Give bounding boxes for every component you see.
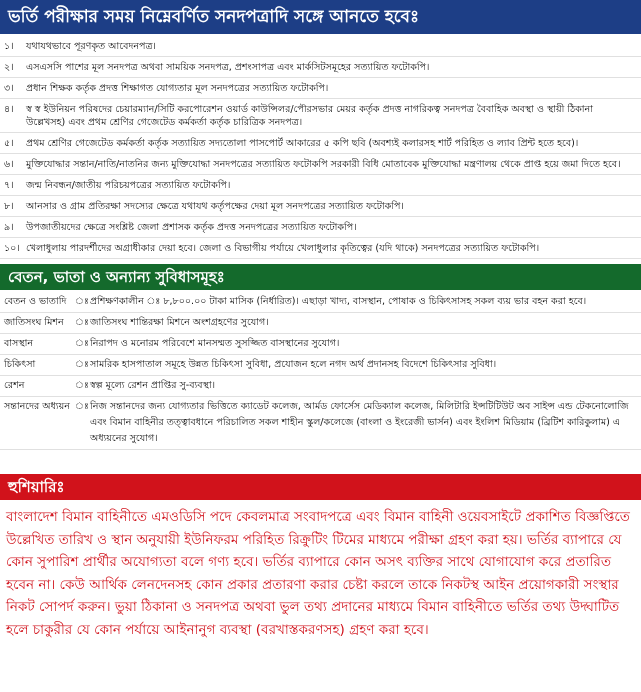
benefit-separator: ঃ xyxy=(75,380,89,391)
benefit-label: জাতিসংঘ মিশন xyxy=(4,317,64,328)
list-item xyxy=(0,154,641,175)
required-documents-header: ভর্তি পরীক্ষার সময় নিম্নেবর্ণিত সনদপত্রাদি সঙ্গে আনতে হবেঃ xyxy=(0,0,641,34)
benefit-row xyxy=(0,376,641,397)
benefit-value: সামরিক হাসপাতাল সমূহে উন্নত চিকিৎসা সুবিধা, প্রযোজন হলে নগদ অর্থ প্রদানসহ বিদেশে চিকিৎসার সুবিধা। xyxy=(90,359,497,370)
warning-text: বাংলাদেশ বিমান বাহিনীতে এমওডিসি পদে কেবলমাত্র সংবাদপত্রে এবং বিমান বাহিনী ওয়েবসাইটে প্রকাশিত বিজ্ঞপ্তিতে উল্লেখিত তারিখ ও স্থান অনুযায়ী ইউনিফরম পরিহিত রিক্রুটিং টিমের মাধ্যমে পরীক্ষা গ্রহণ করা হয়। ভর্তির ব্যাপারে যে কোন সুপারিশ প্রার্থীর অযোগ্যতা বলে গণ্য হবে। ভর্তির ব্যাপারে কোন অসৎ ব্যক্তির সাথে যোগাযোগ করে প্রতারিত হবেন না। কেউ আর্থিক লেনদেনসহ কোন প্রকার প্রতারণা করার চেষ্টা করলে তাকে নিকটস্থ আইন প্রয়োগকারী সংস্থার নিকট সোপর্দ করুন। ভুয়া ঠিকানা ও সনদপত্র অথবা ভুল তথ্য প্রদানের মাধ্যমে বিমান বাহিনীতে ভর্তির তথ্য উদ্ঘাটিত হলে চাকুরীর যে কোন পর্যায়ে আইনানুগ ব্যবস্থা (বরখাস্তকরণসহ) গ্রহণ করা হবে। xyxy=(6,509,630,638)
item-number: ১০। xyxy=(4,243,20,254)
benefit-separator: ঃ xyxy=(75,359,89,370)
benefit-label: বাসস্থান xyxy=(4,338,34,349)
list-item xyxy=(0,36,641,57)
benefit-row xyxy=(0,334,641,355)
item-number: ৩। xyxy=(4,83,14,94)
item-number: ৬। xyxy=(4,159,14,170)
item-text: প্রধান শিক্ষক কর্তৃক প্রদত্ত শিক্ষাগত যোগ্যতার মূল সনদপত্রের সত্যায়িত ফটোকপি। xyxy=(26,83,329,94)
item-text: যথাযথভাবে পূরণকৃত আবেদনপত্র। xyxy=(26,41,156,52)
item-number: ৫। xyxy=(4,138,14,149)
item-number: ৯। xyxy=(4,222,14,233)
item-text: আনসার ও গ্রাম প্রতিরক্ষা সদস্যের ক্ষেত্রে যথাযথ কর্তৃপক্ষের দেয়া মূল সনদপত্রের সত্যায়িত ফটোকপি। xyxy=(26,201,404,212)
benefits-table xyxy=(0,292,641,450)
item-text: এসএসসি পাশের মূল সনদপত্র অথবা সাময়িক সনদপত্র, প্রশংসাপত্র এবং মার্কসিটসমূহের সত্যায়িত ফটোকপি। xyxy=(26,62,430,73)
benefit-label: বেতন ও ভাতাদি xyxy=(4,296,67,307)
list-item xyxy=(0,78,641,99)
list-item xyxy=(0,238,641,259)
item-number: ৮। xyxy=(4,201,14,212)
benefit-separator: ঃ xyxy=(75,317,89,328)
benefit-value: স্বল্প মূল্যে রেশন প্রাপ্তির সু-ব্যবস্থা। xyxy=(90,380,216,391)
list-item xyxy=(0,175,641,196)
benefit-row xyxy=(0,292,641,313)
benefit-value: নিজ সন্তানদের জন্য যোগ্যতার ভিত্তিতে ক্যাডেট কলেজ, আর্মড ফোর্সেস মেডিক্যাল কলেজ, মিলিটারি ইন্সটিটিউট অব সাইন্স এন্ড টেকনোলোজি এবং বিমান বাহিনীর তত্ত্বাবধানে পরিচালিত সকল শাহীন স্কুল/কলেজে (বাংলা ও ইংরেজী ভার্সন) এবং ইংলিশ মিডিয়াম (ব্রিটিশ কারিকুলাম) এ অধ্যয়নের সুযোগ। xyxy=(90,401,629,444)
item-text: উপজাতীয়দের ক্ষেত্রে সংশ্লিষ্ট জেলা প্রশাসক কর্তৃক প্রদত্ত সনদপত্রের সত্যায়িত ফটোকপি। xyxy=(26,222,357,233)
item-text: জন্ম নিবন্ধন/জাতীয় পরিচয়পত্রের সত্যায়িত ফটোকপি। xyxy=(26,180,231,191)
list-item xyxy=(0,99,641,133)
list-item xyxy=(0,57,641,78)
item-number: ৪। xyxy=(4,104,14,115)
item-text: স্ব স্ব ইউনিয়ন পরিষদের চেয়ারম্যান/সিটি করপোরেশন ওয়ার্ড কাউন্সিলর/পৌরসভার মেয়র কর্তৃক প্রদত্ত নাগরিকত্ব সনদপত্র বৈবাহিক অবস্থা ও স্থায়ী ঠিকানা উল্লেখসহ) এবং প্রথম শ্রেণির গেজেটেড কর্মকর্তা কর্তৃক চারিত্রিক সনদপত্র। xyxy=(26,104,593,128)
benefit-label: সন্তানদের অধ্যয়ন xyxy=(4,401,70,412)
benefit-separator: ঃ xyxy=(75,338,89,349)
item-number: ১। xyxy=(4,41,14,52)
list-item xyxy=(0,133,641,154)
benefit-row xyxy=(0,355,641,376)
benefits-header: বেতন, ভাতা ও অন্যান্য সুবিধাসমূহঃ xyxy=(0,264,641,290)
benefit-value: জাতিসংঘ শান্তিরক্ষা মিশনে অংশগ্রহণের সুযোগ। xyxy=(90,317,269,328)
item-text: প্রথম শ্রেণির গেজেটেড কর্মকর্তা কর্তৃক সত্যায়িত সদ্যতোলা পাসপোর্ট আকারের ৫ কপি ছবি (অবশ্যই কলারসহ শার্ট পরিহিত ও ল্যাব প্রিন্ট হতে হবে)। xyxy=(26,138,579,149)
warning-header: হুশিয়ারিঃ xyxy=(0,474,641,500)
item-number: ২। xyxy=(4,62,14,73)
documents-list xyxy=(0,36,641,259)
benefit-label: চিকিৎসা xyxy=(4,359,36,370)
item-number: ৭। xyxy=(4,180,14,191)
benefit-separator: ঃ xyxy=(75,401,89,412)
item-text: খেলাধুলায় পারদর্শীদের অগ্রাধীকার দেয়া হবে। জেলা ও বিভাগীয় পর্যায়ে খেলাধুলার কৃতিত্বের (যদি থাকে) সনদপত্রের সত্যায়িত ফটোকপি। xyxy=(26,243,540,254)
item-text: মুক্তিযোদ্ধার সন্তান/নাতি/নাতনির জন্য মুক্তিযোদ্ধা সনদপত্রের সত্যায়িত ফটোকপি সরকারী বিধি মোতাবেক মুক্তিযোদ্ধা মন্ত্রণালয় থেকে প্রাপ্ত হয়ে জমা দিতে হবে। xyxy=(26,159,621,170)
benefit-row xyxy=(0,313,641,334)
benefit-separator: ঃ xyxy=(75,296,89,307)
benefit-row xyxy=(0,397,641,450)
benefit-value: নিরাপদ ও মনোরম পরিবেশে মানসম্মত সুসজ্জিত বাসস্থানের সুযোগ। xyxy=(90,338,340,349)
list-item xyxy=(0,196,641,217)
benefit-label: রেশন xyxy=(4,380,25,391)
benefit-value: প্রশিক্ষণকালীন ঃ ৮,৮০০.০০ টাকা মাসিক (নির্ধারিত)। এছাড়া খাদ্য, বাসস্থান, পোষাক ও চিকিৎসাসহ সকল ব্যয় ভার বহন করা হবে। xyxy=(90,296,587,307)
list-item xyxy=(0,217,641,238)
